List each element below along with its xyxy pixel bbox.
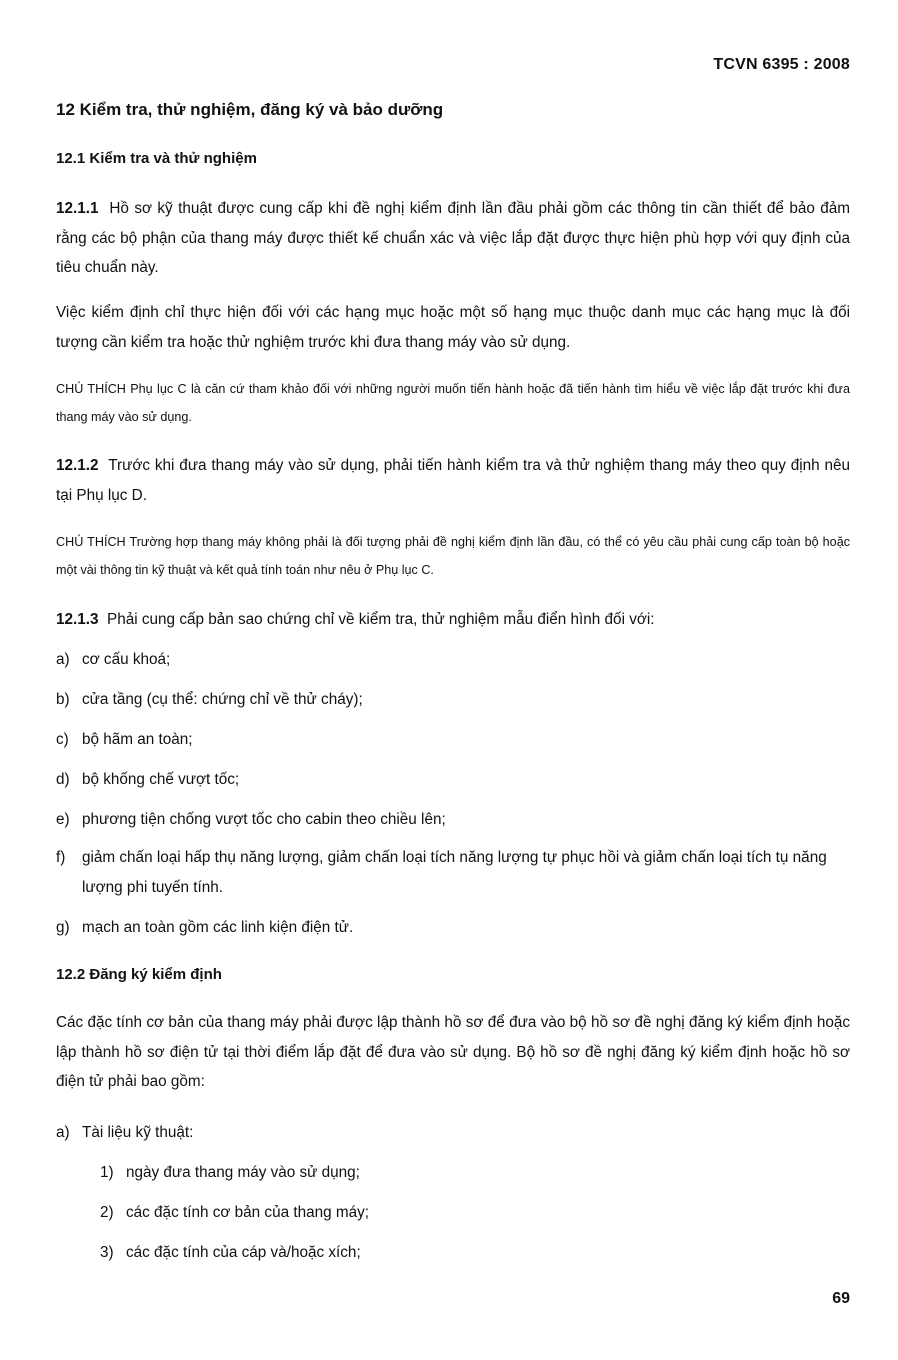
clause-number: 12.1.2 [56,457,99,474]
list-item [56,843,850,902]
clause-number: 12.1.3 [56,611,99,628]
list-text: bộ khống chế vượt tốc; [82,771,240,788]
clause-number: 12.1.1 [56,200,99,217]
list-marker: 3) [100,1244,114,1261]
sub-list-item [100,1204,369,1222]
list-item [56,685,850,715]
paragraph-12-1-1 [56,194,850,283]
list-item [56,913,850,943]
list-item [56,805,850,835]
paragraph-text: Phải cung cấp bản sao chứng chỉ về kiểm tra, thử nghiệm mẫu điển hình đối với: [107,611,655,628]
note-1: CHÚ THÍCH Phụ lục C là căn cứ tham khảo đối với những người muốn tiến hành hoặc đã tiến hành tìm hiểu về việc lắp đặt trước khi đưa thang máy vào sử dụng. [56,382,850,424]
list-text: Tài liệu kỹ thuật: [82,1124,194,1141]
list-marker: a) [56,651,70,668]
section-12-1-heading: 12.1 Kiểm tra và thử nghiệm [56,150,257,167]
list-marker: e) [56,811,70,828]
list-text: ngày đưa thang máy vào sử dụng; [126,1164,360,1181]
list-text: các đặc tính của cáp và/hoặc xích; [126,1244,361,1261]
standard-code: TCVN 6395 : 2008 [713,56,850,73]
list-marker: f) [56,849,66,866]
list-marker: a) [56,1124,70,1141]
list-marker: c) [56,731,69,748]
section-12-heading: 12 Kiểm tra, thử nghiệm, đăng ký và bảo dưỡng [56,100,444,119]
sub-list-item [100,1164,360,1182]
list-marker: b) [56,691,70,708]
paragraph-text: Trước khi đưa thang máy vào sử dụng, phải tiến hành kiểm tra và thử nghiệm thang máy theo quy định nêu tại Phụ lục D. [56,457,851,504]
list-item [56,1118,850,1148]
list-marker: g) [56,919,70,936]
list-text: cơ cấu khoá; [82,651,171,668]
paragraph-text: Hồ sơ kỹ thuật được cung cấp khi đề nghị kiểm định lần đầu phải gồm các thông tin cần thiết để bảo đảm rằng các bộ phận của thang máy được thiết kế chuẩn xác và việc lắp đặt được thực hiện phù hợp với quy định của tiêu chuẩn này. [56,200,851,276]
list-text: giảm chấn loại hấp thụ năng lượng, giảm chấn loại tích năng lượng tự phục hồi và giảm chấn loại tích tụ năng lượng phi tuyến tính. [82,849,827,896]
list-text: bộ hãm an toàn; [82,731,193,748]
list-item [56,765,850,795]
section-12-2-heading: 12.2 Đăng ký kiểm định [56,966,222,983]
page-number: 69 [832,1290,850,1307]
paragraph-12-1-1-b: Việc kiểm định chỉ thực hiện đối với các hạng mục hoặc một số hạng mục thuộc danh mục các hạng mục là đối tượng cần kiểm tra hoặc thử nghiệm trước khi đưa thang máy vào sử dụng. [56,304,850,351]
paragraph-12-1-3 [56,605,850,635]
paragraph-12-2: Các đặc tính cơ bản của thang máy phải được lập thành hồ sơ để đưa vào bộ hồ sơ đề nghị đăng ký kiểm định hoặc lập thành hồ sơ điện tử tại thời điểm lắp đặt để đưa vào sử dụng. Bộ hồ sơ đề nghị đăng ký kiểm định hoặc hồ sơ điện tử phải bao gồm: [56,1014,850,1090]
sub-list-item [100,1244,361,1262]
list-text: mạch an toàn gồm các linh kiện điện tử. [82,919,354,936]
list-item [56,645,850,675]
list-item [56,725,850,755]
list-text: các đặc tính cơ bản của thang máy; [126,1204,370,1221]
note-2: CHÚ THÍCH Trường hợp thang máy không phải là đối tượng phải đề nghị kiểm định lần đầu, có thể có yêu cầu phải cung cấp toàn bộ hoặc một vài thông tin kỹ thuật và kết quả tính toán như nêu ở Phụ lục C. [56,535,850,577]
paragraph-12-1-2 [56,451,850,510]
list-text: cửa tầng (cụ thể: chứng chỉ về thử cháy); [82,691,363,708]
list-text: phương tiện chống vượt tốc cho cabin theo chiều lên; [82,811,446,828]
list-marker: d) [56,771,70,788]
list-marker: 2) [100,1204,114,1221]
list-marker: 1) [100,1164,114,1181]
